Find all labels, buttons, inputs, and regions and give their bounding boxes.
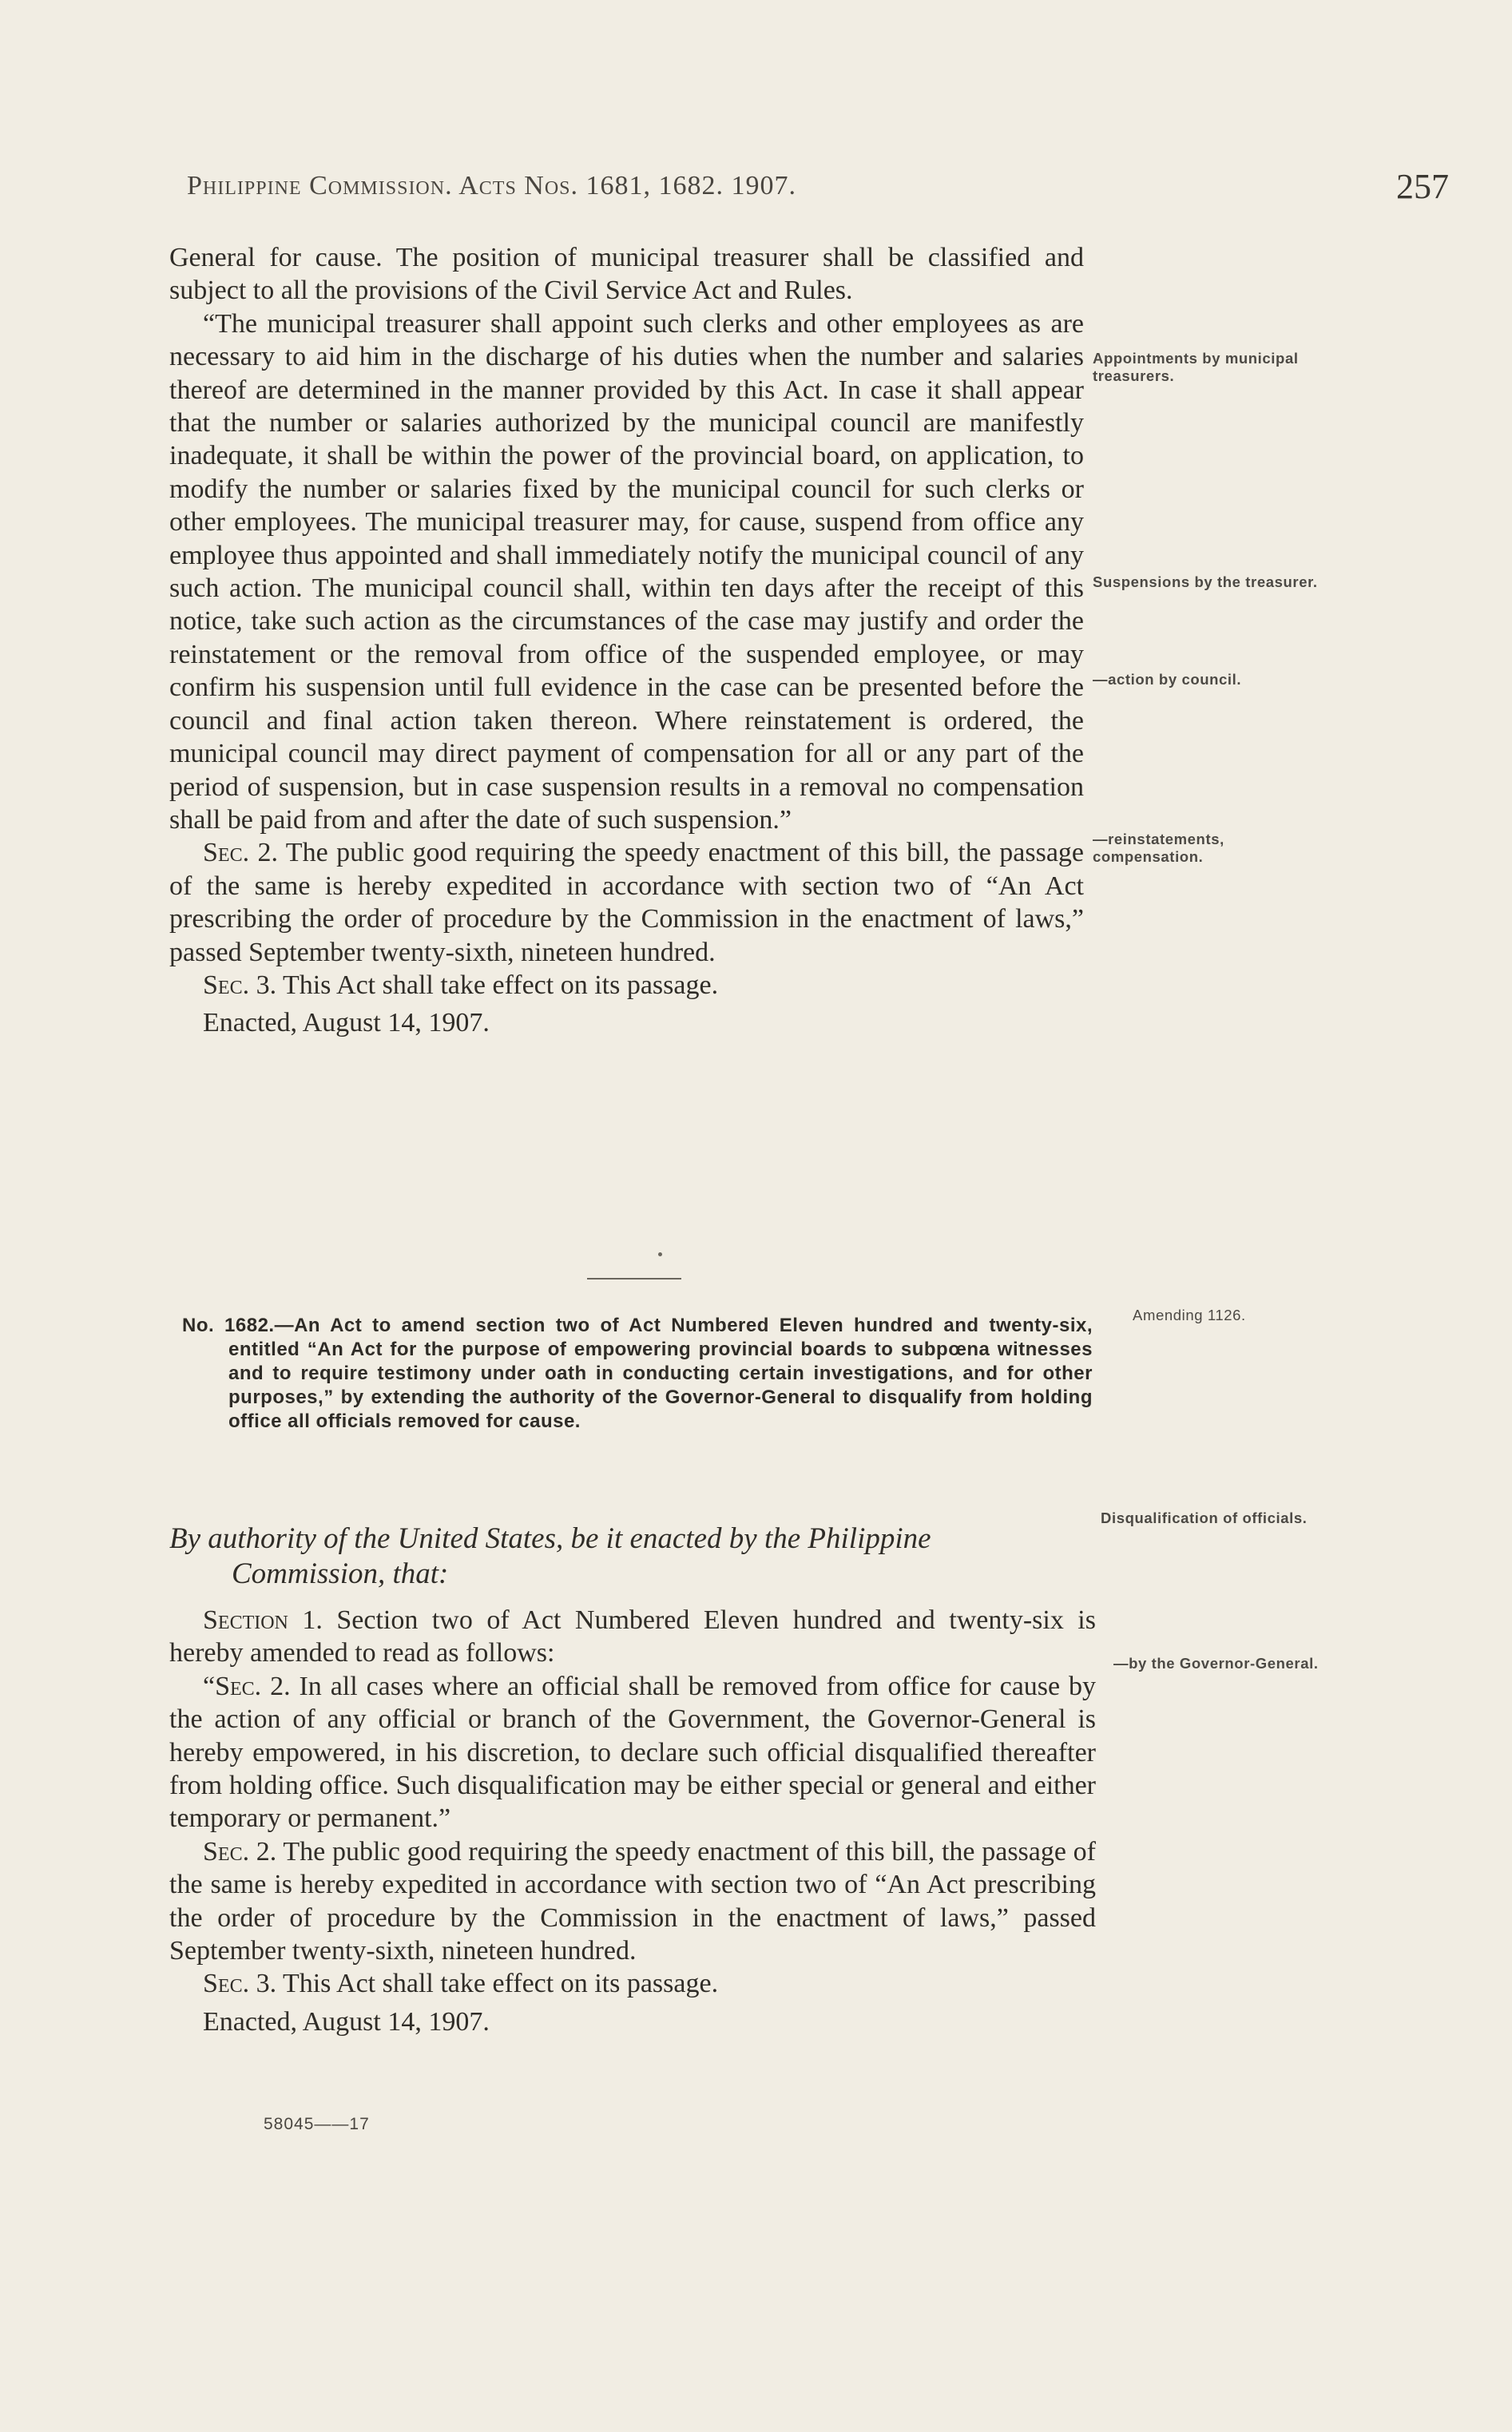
enacting-clause-line-1: By authority of the United States, be it enacted by the Philippine <box>169 1522 931 1555</box>
act-title-text: No. 1682.—An Act to amend section two of Act Numbered Eleven hundred and twenty-six, entitled “An Act for the purpose of empowering provincial boards to subpœna witnesses and to require testimony under oath in conducting certain investigations, and for other purposes,” by extending the authority of the Governor-General to disqualify from holding office all officials removed for cause. <box>182 1315 1093 1432</box>
section-2-expedite <box>169 1835 1096 1968</box>
enacting-clause <box>169 1521 1096 1592</box>
section-label: “Sec. 2. <box>203 1671 291 1701</box>
section-text: The public good requiring the speedy enactment of this bill, the passage of the same is hereby expedited in accordance with section two of “An Act prescribing the order of procedure by the Commission in the enactment of laws,” passed September twenty-sixth, nineteen hundred. <box>169 1836 1097 1966</box>
section-text: In all cases where an official shall be removed from office for cause by the action of any official or branch of the Government, the Governor-General is hereby empowered, in his discretion, to declare such official disqualified thereafter from holding office. Such disqualification may be either special or general and either temporary or permanent.” <box>169 1671 1096 1834</box>
section-label: Sec. 2. <box>203 1836 277 1867</box>
margin-note-appointments: Appointments by municipal treasurers. <box>1093 350 1299 384</box>
section-text: Section two of Act Numbered Eleven hundred and twenty-six is hereby amended to read as follows: <box>169 1605 1096 1668</box>
margin-note-action: —action by council. <box>1093 671 1242 688</box>
paragraph-civil-service: General for cause. The position of municipal treasurer shall be classified and subject to all the provisions of the Civil Service Act and Rules. <box>169 243 1084 306</box>
section-label: Section 1. <box>203 1605 323 1635</box>
margin-note-disqualification: Disqualification of officials. <box>1101 1510 1308 1526</box>
margin-note-amending: Amending 1126. <box>1133 1307 1246 1323</box>
enacted-date: Enacted, August 14, 1907. <box>203 1008 490 1038</box>
enacting-clause-line-2: Commission, that: <box>232 1557 449 1590</box>
margin-note-suspensions: Suspensions by the treasurer. <box>1093 573 1318 590</box>
section-label: Sec. 3. <box>203 970 277 1000</box>
section-3-effect <box>169 969 1084 1002</box>
section-label: Sec. 2. <box>203 838 278 868</box>
act-1682-body <box>169 1604 1096 2038</box>
margin-note-reinstatements: —reinstatements, compensation. <box>1093 831 1224 865</box>
printer-folio: 58045——17 <box>264 2115 370 2133</box>
divider-dot <box>658 1252 662 1256</box>
section-text: This Act shall take effect on its passage. <box>276 1969 719 1999</box>
act-1682-title <box>182 1314 1093 1434</box>
section-1-amend <box>169 1604 1096 1670</box>
section-label: Sec. 3. <box>203 1969 277 1999</box>
enacted-date: Enacted, August 14, 1907. <box>203 2006 490 2037</box>
section-3-effect <box>169 1967 1096 2000</box>
page-number: 257 <box>1396 167 1449 206</box>
margin-note-governor: —by the Governor-General. <box>1113 1655 1319 1672</box>
section-2-expedite <box>169 836 1084 969</box>
running-title: Philippine Commission. Acts Nos. 1681, 1682. 1907. <box>187 171 797 200</box>
section-text: The public good requiring the speedy enactment of this bill, the passage of the same is hereby expedited in accordance with section two of “An Act prescribing the order of procedure by the Commission in the enactment of laws,” passed September twenty-sixth, nineteen hundred. <box>169 838 1084 967</box>
quoted-section-2 <box>169 1670 1096 1835</box>
act-1681-continuation <box>169 241 1084 1040</box>
paragraph-appointments: “The municipal treasurer shall appoint such clerks and other employees as are necessary to aid him in the discharge of his duties when the number and salaries thereof are determined in the manner provided by this Act. In case it shall appear that the number or salaries authorized by the municipal council are manifestly inadequate, it shall be within the power of the provincial board, on application, to modify the number or salaries fixed by the municipal council for such clerks or other employees. The municipal treasurer may, for cause, suspend from office any employee thus appointed and shall immediately notify the municipal council of any such action. The municipal council shall, within ten days after the receipt of this notice, take such action as the circumstances of the case may justify and order the reinstatement or the removal from office of the suspended employee, or may confirm his suspension until full evidence in the case can be presented before the council and final action taken thereon. Where reinstatement is ordered, the municipal council may direct payment of compensation for all or any part of the period of suspension, but in case suspension results in a removal no compensation shall be paid from and after the date of such suspension.” <box>169 308 1084 835</box>
page-header <box>187 167 1449 211</box>
section-divider <box>587 1278 681 1279</box>
section-text: This Act shall take effect on its passage. <box>276 970 719 1000</box>
